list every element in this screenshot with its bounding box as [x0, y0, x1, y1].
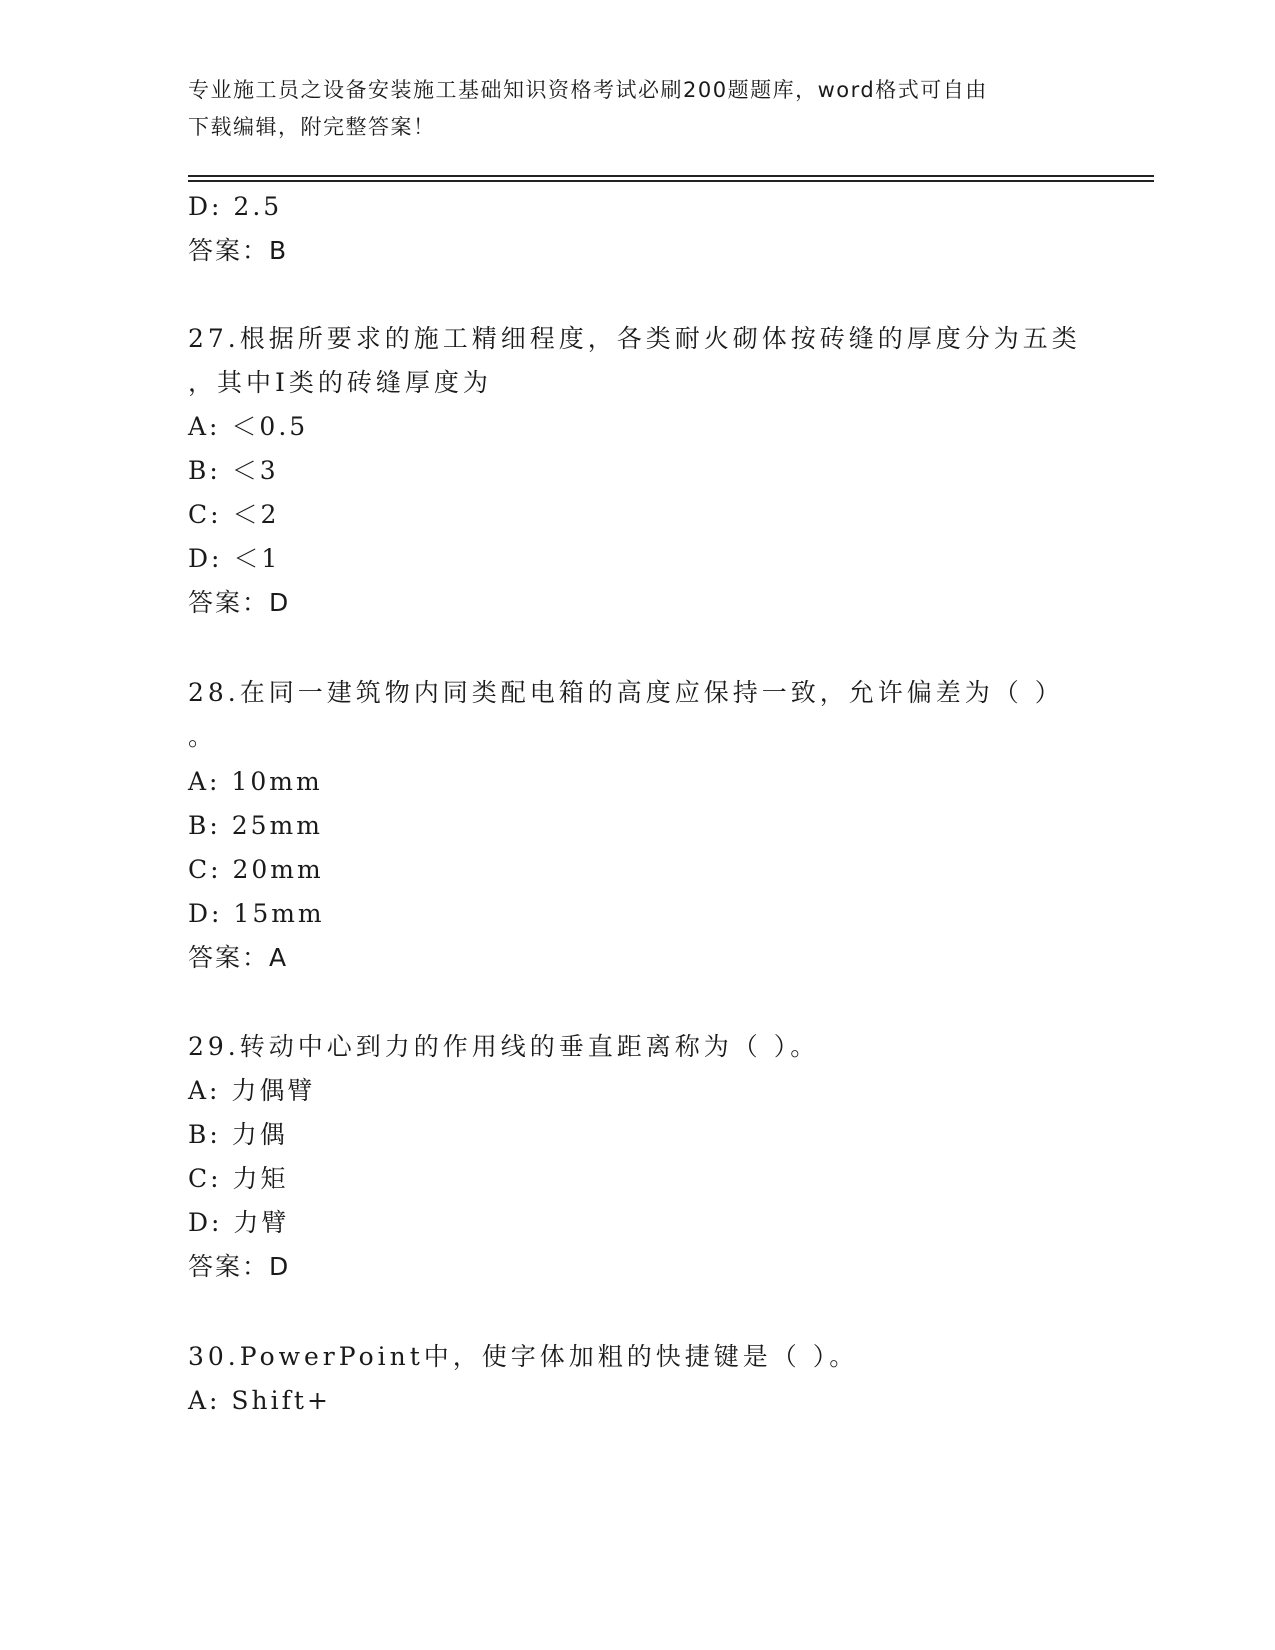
question-28-stem-line-2: 。 — [188, 722, 218, 751]
question-28-stem-line-1: 28.在同一建筑物内同类配电箱的高度应保持一致，允许偏差为（ ） — [188, 678, 1064, 707]
question-27-answer: 答案：D — [188, 588, 291, 617]
question-27-option-b: B: ＜3 — [188, 456, 279, 485]
question-28-option-c: C: 20mm — [188, 855, 324, 884]
question-29-option-b: B: 力偶 — [188, 1120, 288, 1149]
header-divider-top — [188, 175, 1154, 177]
header-title-line-1: 专业施工员之设备安装施工基础知识资格考试必刷200题题库，word格式可自由 — [188, 78, 988, 102]
question-29-option-c: C: 力矩 — [188, 1164, 289, 1193]
question-29-stem-line-1: 29.转动中心到力的作用线的垂直距离称为（ ）。 — [188, 1032, 820, 1061]
question-28-option-a: A: 10mm — [188, 767, 323, 796]
question-27-option-d: D: ＜1 — [188, 544, 281, 573]
question-27-stem-line-1: 27.根据所要求的施工精细程度，各类耐火砌体按砖缝的厚度分为五类 — [188, 324, 1081, 353]
question-30-option-a: A: Shift+ — [188, 1386, 331, 1415]
header-divider-bottom — [188, 180, 1154, 182]
question-27-option-a: A: ＜0.5 — [188, 412, 309, 441]
question-29-option-a: A: 力偶臂 — [188, 1076, 316, 1105]
question-28-option-b: B: 25mm — [188, 811, 323, 840]
document-header — [188, 72, 1088, 146]
question-27-stem-line-2: ，其中Ⅰ类的砖缝厚度为 — [188, 368, 492, 397]
question-29-answer: 答案：D — [188, 1252, 291, 1281]
prev-answer: 答案：B — [188, 236, 289, 265]
question-28-option-d: D: 15mm — [188, 899, 325, 928]
question-30-stem-line-1: 30.PowerPoint中，使字体加粗的快捷键是（ ）。 — [188, 1342, 859, 1371]
header-title-line-2: 下载编辑，附完整答案！ — [188, 115, 436, 139]
question-28-answer: 答案：A — [188, 943, 289, 972]
question-29-option-d: D: 力臂 — [188, 1208, 290, 1237]
prev-option-d: D: 2.5 — [188, 192, 283, 221]
question-27-option-c: C: ＜2 — [188, 500, 280, 529]
